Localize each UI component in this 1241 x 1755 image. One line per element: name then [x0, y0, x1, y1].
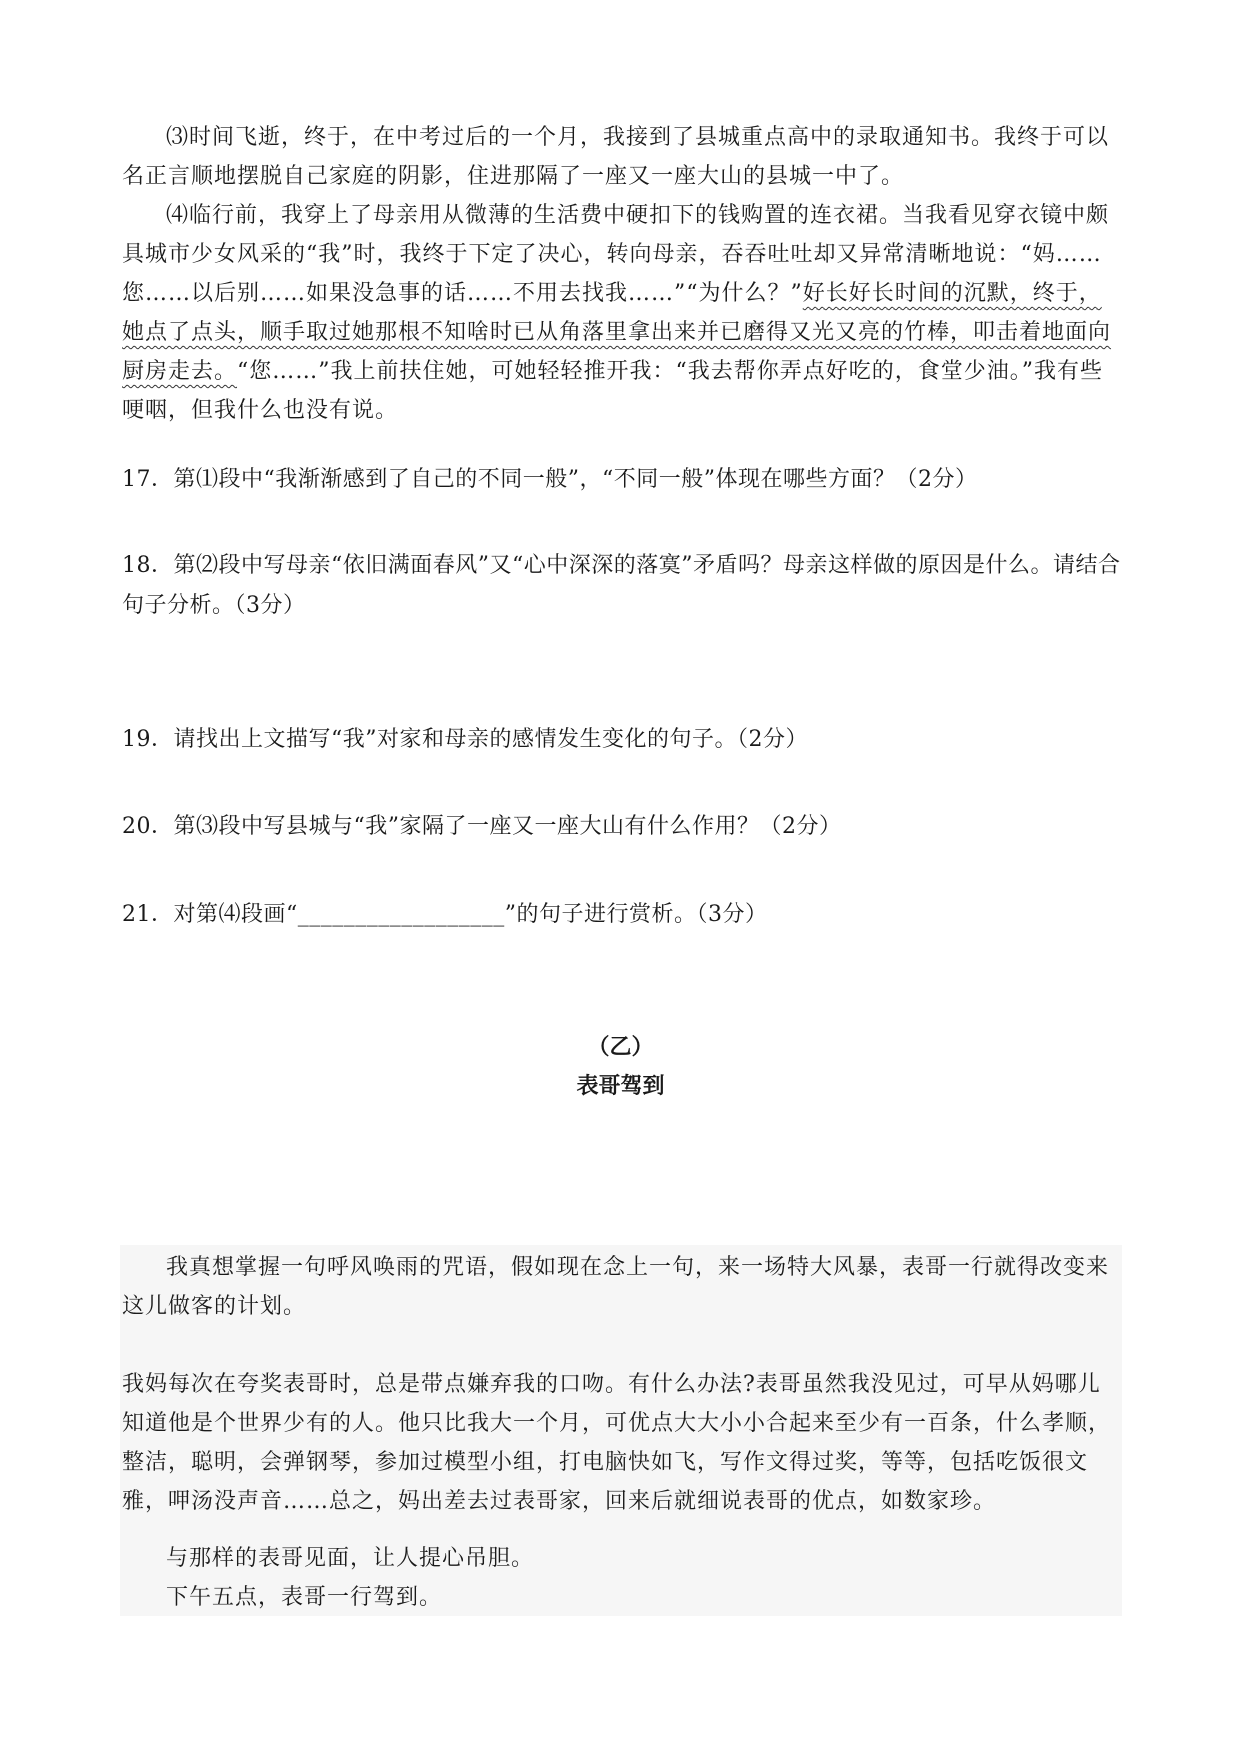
question-20: 20．第⑶段中写县城与“我”家隔了一座又一座大山有什么作用？（2分） [122, 814, 842, 839]
story-paragraph-1: 我真想掌握一句呼风唤雨的咒语，假如现在念上一句，来一场特大风暴，表哥一行就得改变来这儿做客的计划。 [122, 1255, 1110, 1319]
wavy-underlined-sentence: 好长好长时间的沉默，终于，她点了点头，顺手取过她那根不知啥时已从角落里拿出来并已磨得又光又亮的竹棒，叩击着地面向厨房走去。 [122, 281, 1112, 384]
question-18: 18．第⑵段中写母亲“依旧满面春风”又“心中深深的落寞”矛盾吗？母亲这样做的原因是什么。请结合句子分析。（3分） [122, 553, 1121, 618]
story-paragraph-2: 我妈每次在夸奖表哥时，总是带点嫌弃我的口吻。有什么办法?表哥虽然我没见过，可早从妈哪儿知道他是个世界少有的人。他只比我大一个月，可优点大大小小合起来至少有一百条，什么孝顺，整洁，聪明，会弹钢琴，参加过模型小组，打电脑快如飞，写作文得过奖，等等，包括吃饭很文雅，呷汤没声音……总之，妈出差去过表哥家，回来后就细说表哥的优点，如数家珍。 [122, 1372, 1112, 1514]
paragraph-4-text-a: ⑷临行前，我穿上了母亲用从微薄的生活费中硬扣下的钱购置的连衣裙。当我看见穿衣镜中颇具城市少女风采的“我”时，我终于下定了决心，转向母亲，吞吞吐吐却又异常清晰地说：“妈……您……以后别……如果没急事的话……不用去找我……”“为什么？” [122, 203, 1110, 306]
paragraph-3: ⑶时间飞逝，终于，在中考过后的一个月，我接到了县城重点高中的录取通知书。我终于可以名正言顺地摆脱自己家庭的阴影，住进那隔了一座又一座大山的县城一中了。 [122, 125, 1110, 189]
story-title: 表哥驾到 [576, 1073, 665, 1099]
story-paragraph-4: 下午五点，表哥一行驾到。 [166, 1585, 443, 1610]
paragraph-4-text-b: “您……”我上前扶住她，可她轻轻推开我：“我去帮你弄点好吃的，食堂少油。”我有些哽咽，但我什么也没有说。 [122, 359, 1104, 423]
question-21: 21．对第⑷段画“__________________”的句子进行赏析。（3分） [122, 902, 768, 927]
question-17: 17．第⑴段中“我渐渐感到了自己的不同一般”，“不同一般”体现在哪些方面？（2分） [122, 467, 978, 492]
paragraph-4 [122, 196, 1112, 430]
section-label-yi: （乙） [587, 1034, 654, 1060]
question-19: 19．请找出上文描写“我”对家和母亲的感情发生变化的句子。（2分） [122, 727, 808, 752]
story-paragraph-3: 与那样的表哥见面，让人提心吊胆。 [166, 1546, 535, 1571]
